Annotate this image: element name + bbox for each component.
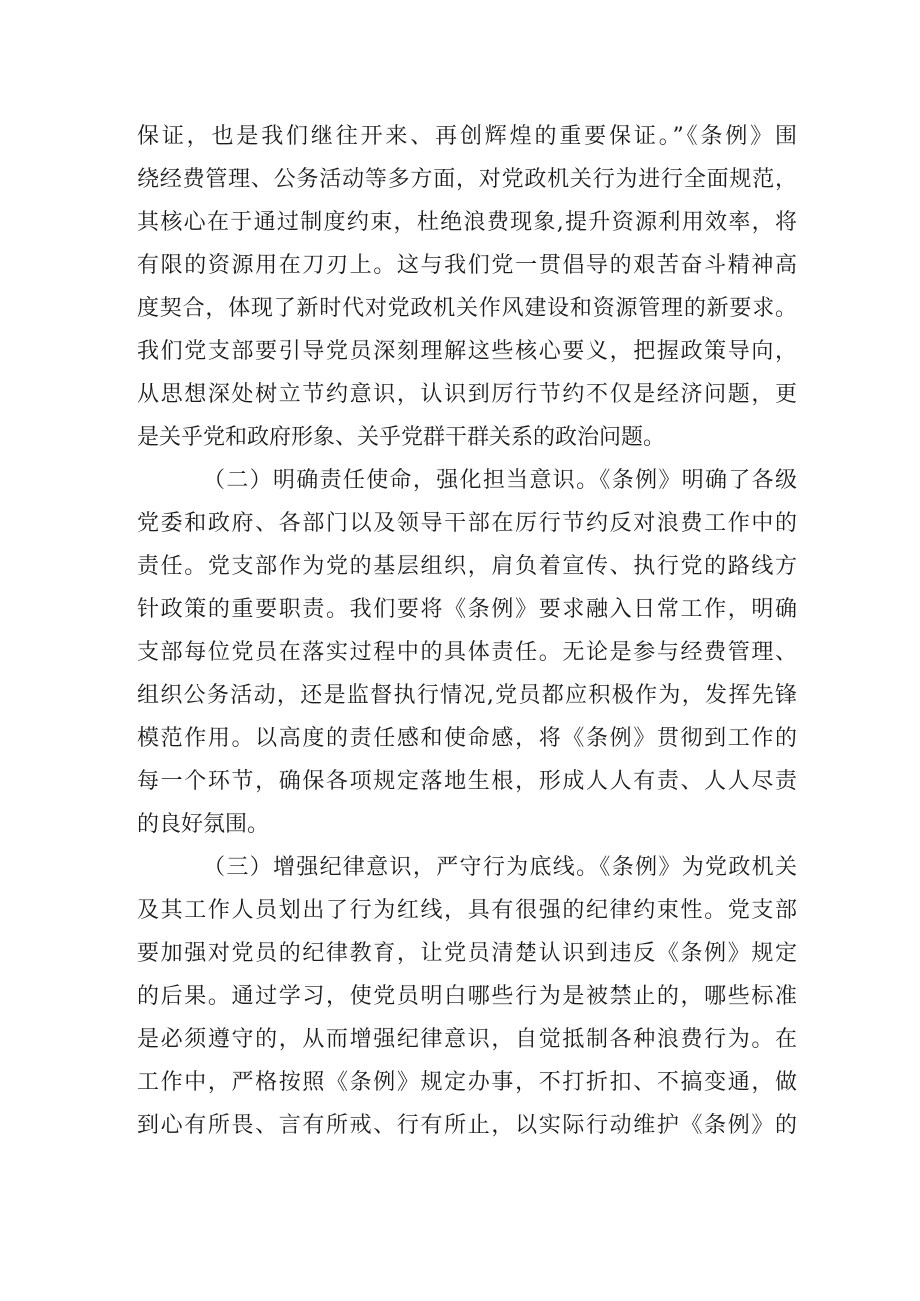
text-line: 针政策的重要职责。我们要将《条例》要求融入日常工作，明确 bbox=[137, 597, 797, 622]
text-line: 及其工作人员划出了行为红线，具有很强的纪律约束性。党支部 bbox=[137, 898, 797, 923]
text-line: 有限的资源用在刀刃上。这与我们党一贯倡导的艰苦奋斗精神高 bbox=[137, 253, 797, 278]
text-line: 模范作用。以高度的责任感和使命感，将《条例》贯彻到工作的 bbox=[137, 726, 797, 751]
body-text bbox=[137, 115, 797, 1147]
section-heading-line: （二）明确责任使命，强化担当意识。《条例》明确了各级 bbox=[203, 468, 797, 493]
text-line: 支部每位党员在落实过程中的具体责任。无论是参与经费管理、 bbox=[137, 640, 797, 665]
text-line: 度契合，体现了新时代对党政机关作风建设和资源管理的新要求。 bbox=[137, 296, 797, 321]
text-line: 责任。党支部作为党的基层组织，肩负着宣传、执行党的路线方 bbox=[137, 554, 797, 579]
text-line: 是关乎党和政府形象、关乎党群干群关系的政治问题。 bbox=[137, 425, 666, 450]
text-line: 绕经费管理、公务活动等多方面，对党政机关行为进行全面规范， bbox=[137, 167, 797, 192]
text-line: 的良好氛围。 bbox=[137, 812, 270, 837]
text-line: 要加强对党员的纪律教育，让党员清楚认识到违反《条例》规定 bbox=[137, 941, 797, 966]
text-line: 是必须遵守的，从而增强纪律意识，自觉抵制各种浪费行为。在 bbox=[137, 1027, 797, 1052]
text-line: 每一个环节，确保各项规定落地生根，形成人人有责、人人尽责 bbox=[137, 769, 797, 794]
text-line: 我们党支部要引导党员深刻理解这些核心要义，把握政策导向， bbox=[137, 339, 797, 364]
text-line: 的后果。通过学习，使党员明白哪些行为是被禁止的，哪些标准 bbox=[137, 984, 797, 1009]
text-line: 党委和政府、各部门以及领导干部在厉行节约反对浪费工作中的 bbox=[137, 511, 797, 536]
text-line: 工作中，严格按照《条例》规定办事，不打折扣、不搞变通，做 bbox=[137, 1070, 797, 1095]
section-heading-line: （三）增强纪律意识，严守行为底线。《条例》为党政机关 bbox=[203, 855, 797, 880]
text-line: 从思想深处树立节约意识，认识到厉行节约不仅是经济问题，更 bbox=[137, 382, 797, 407]
text-line: 到心有所畏、言有所戒、行有所止，以实际行动维护《条例》的 bbox=[137, 1113, 797, 1138]
text-line: 保证，也是我们继往开来、再创辉煌的重要保证。”《条例》围 bbox=[137, 124, 797, 149]
text-line: 其核心在于通过制度约束，杜绝浪费现象,提升资源利用效率，将 bbox=[137, 210, 797, 235]
text-line: 组织公务活动，还是监督执行情况,党员都应积极作为，发挥先锋 bbox=[137, 683, 797, 708]
